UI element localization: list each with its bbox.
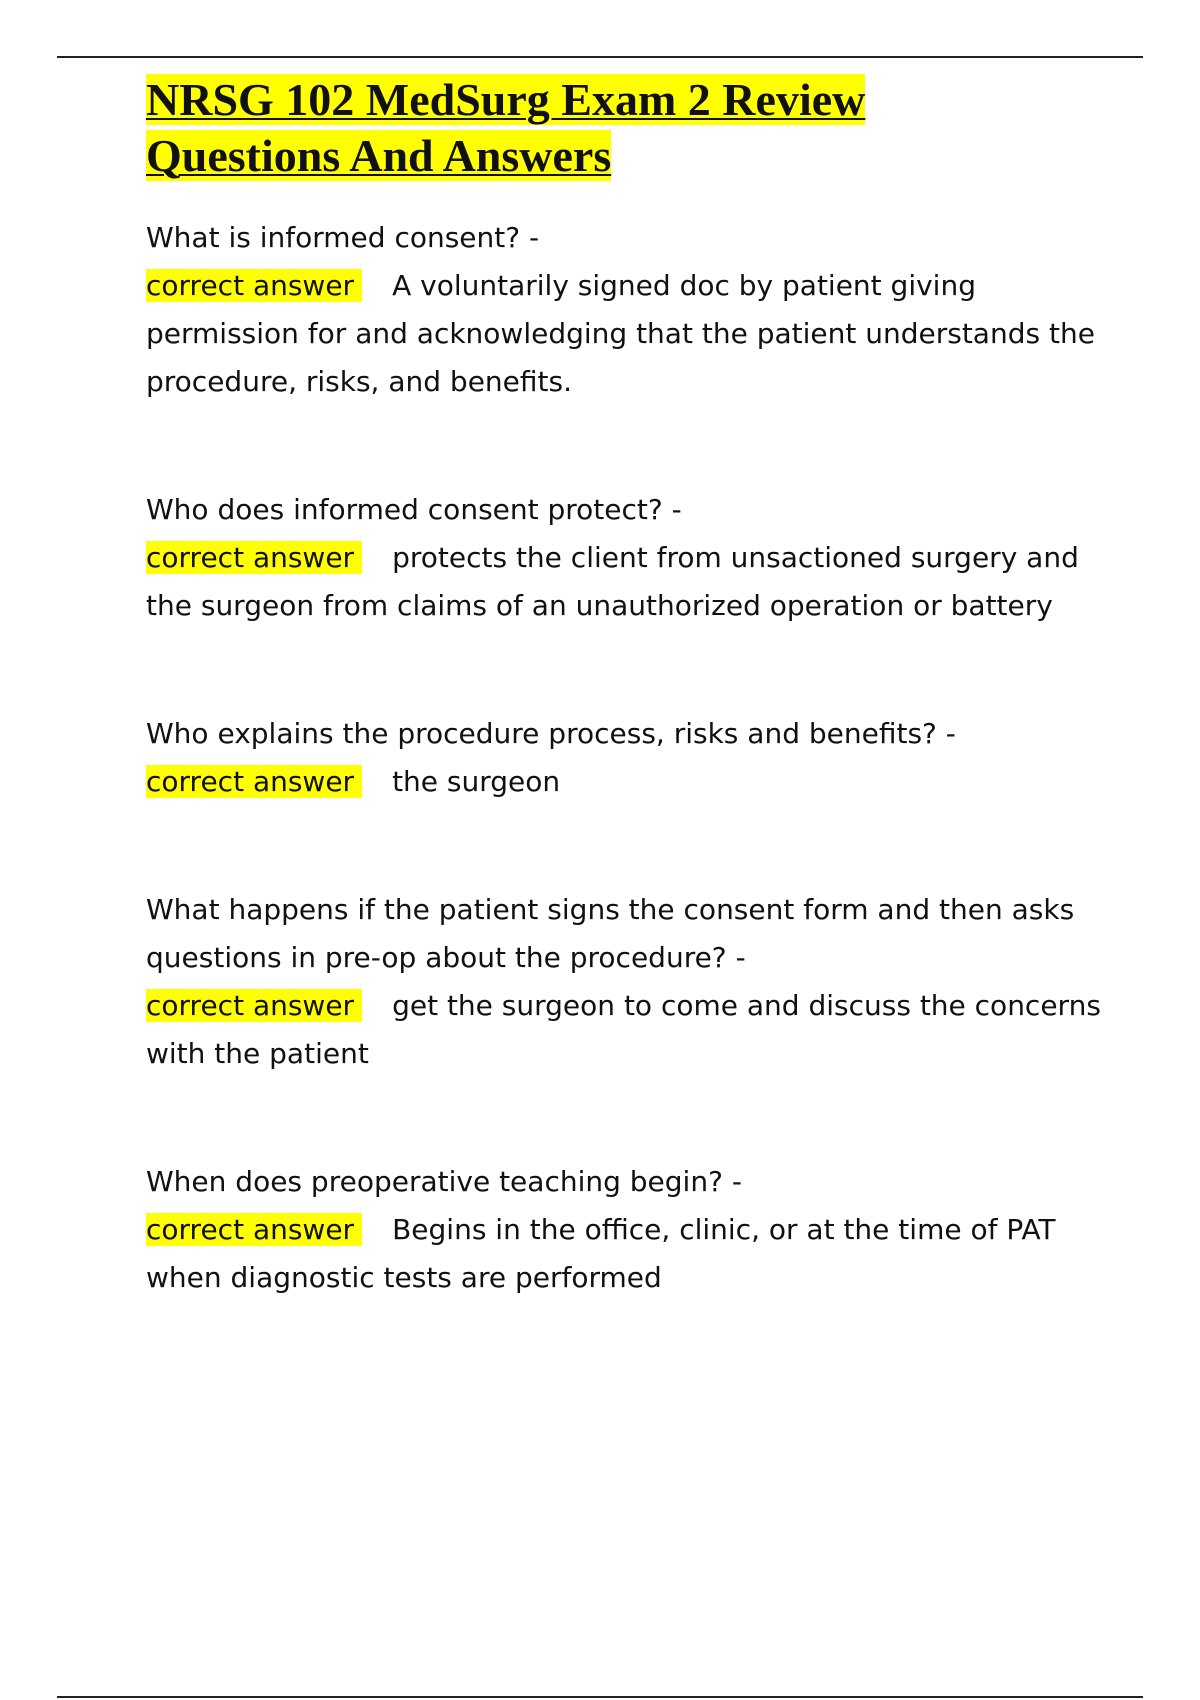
title-line-1: NRSG 102 MedSurg Exam 2 Review [146,74,866,125]
qa-item [146,214,1106,406]
answer-label: correct answer [146,1213,362,1246]
answer-text: get the surgeon to come and discuss the concerns with the patient [146,989,1101,1070]
answer-text: protects the client from unsactioned surgery and the surgeon from claims of an unauthorized operation or battery [146,541,1079,622]
answer [146,982,1106,1078]
answer-label: correct answer [146,269,362,302]
question: When does preoperative teaching begin? - [146,1165,742,1198]
header-rule [57,56,1143,58]
question: Who explains the procedure process, risks and benefits? - [146,717,956,750]
answer-text: A voluntarily signed doc by patient giving permission for and acknowledging that the patient understands the procedure, risks, and benefits. [146,269,1095,398]
qa-list [146,214,1106,1302]
qa-item [146,1158,1106,1302]
answer-label: correct answer [146,765,362,798]
answer [146,1206,1106,1302]
answer-label: correct answer [146,541,362,574]
answer-label: correct answer [146,989,362,1022]
document-page [146,72,1106,1382]
document-title [146,72,1106,184]
question: Who does informed consent protect? - [146,493,682,526]
answer [146,758,1106,806]
answer [146,534,1106,630]
qa-item [146,886,1106,1078]
footer-rule [57,1696,1143,1698]
answer-text: the surgeon [392,765,561,798]
answer [146,262,1106,406]
title-line-2: Questions And Answers [146,130,612,181]
qa-item [146,486,1106,630]
answer-text: Begins in the office, clinic, or at the time of PAT when diagnostic tests are performed [146,1213,1056,1294]
question: What happens if the patient signs the consent form and then asks questions in pre-op about the procedure? - [146,893,1075,974]
qa-item [146,710,1106,806]
question: What is informed consent? - [146,221,540,254]
